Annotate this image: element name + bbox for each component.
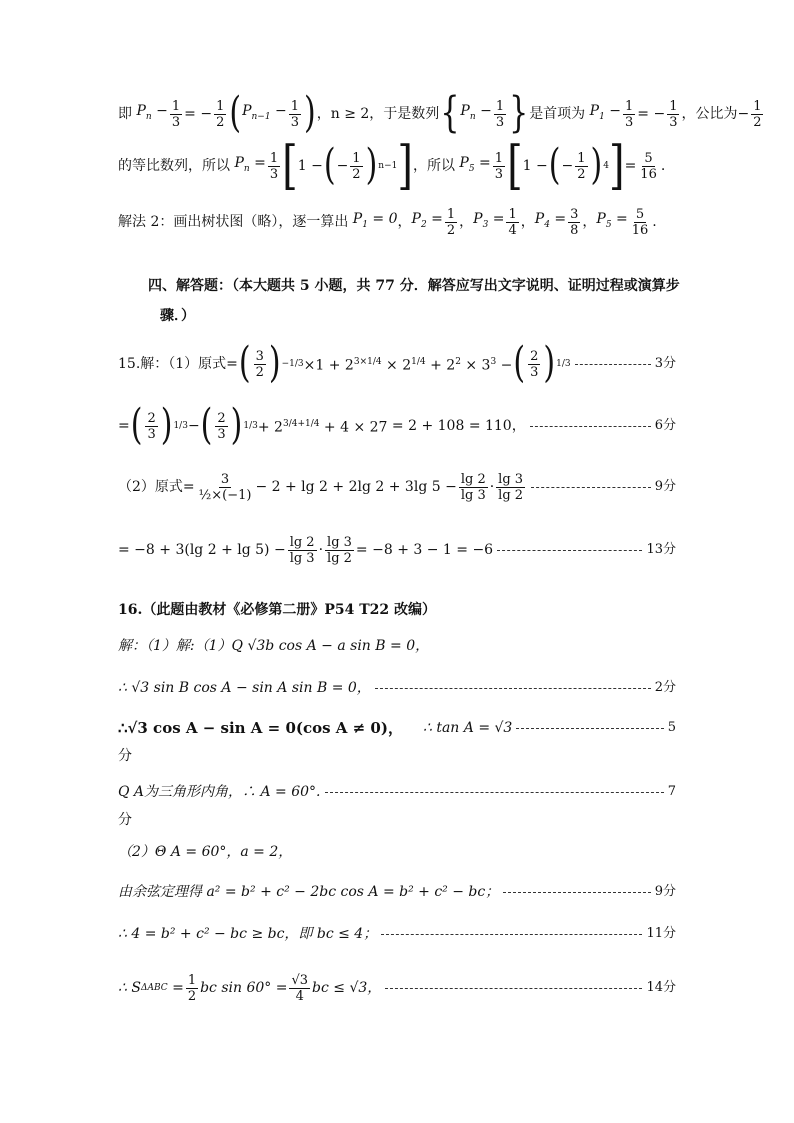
score: 11分 [646, 926, 676, 941]
score: 14分 [646, 980, 676, 995]
dash-leader [530, 426, 651, 427]
score: 5 [667, 720, 676, 735]
score-unit: 分 [118, 748, 132, 764]
text: ∴√3 cos A − sin A = 0(cos A ≠ 0)， [118, 719, 403, 737]
q15-label: 15.解：（1）原式= [118, 356, 238, 372]
dash-leader [503, 892, 650, 893]
text: 即 [118, 106, 132, 122]
section-title-cont: 骤．） [160, 308, 195, 324]
text: （2）原式= [118, 479, 195, 495]
score: 2分 [654, 680, 676, 695]
text: ，公比为 [681, 106, 738, 122]
q16-step8: ∴ S ΔABC = $\frac{1}{2}$ bc sin 60° = $\frac{√3}{4}$ bc ≤ √3， 14分 [118, 972, 676, 1004]
section-title: 四、解答题：（本大题共 5 小题，共 77 分．解答应写出文字说明、证明过程或演算步 [148, 278, 680, 294]
score: 9分 [654, 884, 676, 899]
dash-leader [575, 364, 651, 365]
dash-leader [375, 688, 651, 689]
q16-step5: （2）Θ A = 60°，a = 2， [118, 844, 293, 860]
q16-step2 [118, 678, 676, 698]
text: ∴ tan A = √3 [422, 720, 513, 736]
text: = −8 + 3 − 1 = −6 [355, 542, 494, 558]
dash-leader [381, 934, 642, 935]
text: ，n ≥ 2，于是数列 [316, 106, 440, 122]
text: ∴ S [118, 980, 141, 996]
score: 13分 [646, 542, 676, 557]
score: 7 [667, 784, 676, 799]
solution14-line3: 解法 2：画出树状图（略），逐一算出 $P_1 = 0$ ， $P_2$ = $\frac{1}{2}$ ， $P_3$ = $\frac{1}{4}$ ， $P_4$ = $\frac{3}{8}$ ， $P_5$ = $\frac{5}{16}$ . [118, 206, 657, 238]
text: ∴ 4 = b² + c² − bc ≥ bc，即 bc ≤ 4； [118, 926, 378, 942]
dash-leader [516, 728, 663, 729]
text: bc sin 60° = [200, 980, 288, 996]
q15-line2: = ( $\frac{2}{3}$ ) 1/3 − ( $\frac{2}{3}$ ) 1/3 + $2^{3/4+1/4} + 4 \times 27$ = 2 + 108 = 110， 6分 [118, 400, 676, 450]
score: 6分 [654, 418, 676, 433]
q16-step4 [118, 782, 676, 802]
score: 3分 [654, 356, 676, 371]
text: 解法 2：画出树状图（略），逐一算出 [118, 214, 349, 230]
text: − 2 + lg 2 + 2lg 2 + 3lg 5 − [255, 479, 457, 495]
text: ∴ √3 sin B cos A − sin A sin B = 0， [118, 680, 371, 696]
q16-step7 [118, 924, 676, 944]
solution14-line1: 即 $P_n$ − $\frac{1}{3}$ = − $\frac{1}{2}$ ( $P_{n-1}$ − $\frac{1}{3}$ ) ，n ≥ 2，于是数列 { $P_n$ − $\frac{1}{3}$ } 是首项为 $P_1$ − $\frac{1}{3}$ = − $\frac{1}{3}$ ，公比为 − $\frac{1}{2}$ [118, 88, 762, 138]
score: 9分 [654, 479, 676, 494]
q15-line4: = −8 + 3(lg 2 + lg 5) − $\frac{\lg 2}{\lg 3}$ · $\frac{\lg 3}{\lg 2}$ = −8 + 3 − 1 = −6 13分 [118, 534, 676, 566]
q16-step1: 解：（1）解:（1）Q √3b cos A − a sin B = 0， [118, 638, 430, 654]
text: = 2 + 108 = 110， [391, 418, 526, 434]
dash-leader [325, 792, 664, 793]
score-unit: 分 [118, 812, 132, 828]
text: ΔABC [140, 983, 168, 993]
q15-line1: 15.解：（1）原式= ( $\frac{3}{2}$ ) −1/3 $\times 1 + 2^{3\times 1/4} \times 2^{1/4} + 2^2 \times 3^3$ − ( $\frac{2}{3}$ ) 1/3 3分 [118, 338, 676, 388]
solution14-line2: 的等比数列，所以 $P_n$ = $\frac{1}{3}$ [ 1 − ( − $\frac{1}{2}$ ) n−1 ] ，所以 $P_5$ = $\frac{1}{3}$ [ 1 − ( − $\frac{1}{2}$ ) 4 ] = $\frac{5}{16}$ . [118, 136, 666, 196]
q16-step3 [118, 718, 676, 738]
text: ，所以 [412, 158, 455, 174]
dash-leader [497, 550, 642, 551]
q16-step6 [118, 882, 676, 902]
dash-leader [385, 988, 642, 989]
text: 的等比数列，所以 [118, 158, 230, 174]
text: 是首项为 [529, 106, 586, 122]
q15-line3: （2）原式= $\frac{3}{\text{½×(−1)}}$ − 2 + lg 2 + 2lg 2 + 3lg 5 − $\frac{\lg 2}{\lg 3}$ · $\frac{\lg 3}{\lg 2}$ 9分 [118, 471, 676, 503]
text: = −8 + 3(lg 2 + lg 5) − [118, 542, 286, 558]
text: 由余弦定理得 a² = b² + c² − 2bc cos A = b² + c² − bc； [118, 884, 500, 900]
dash-leader [531, 487, 651, 488]
text: Q A为三角形内角，∴ A = 60°. [118, 784, 321, 800]
text: bc ≤ √3， [312, 980, 382, 996]
q16-title: 16.（此题由教材《必修第二册》P54 T22 改编） [118, 602, 437, 618]
